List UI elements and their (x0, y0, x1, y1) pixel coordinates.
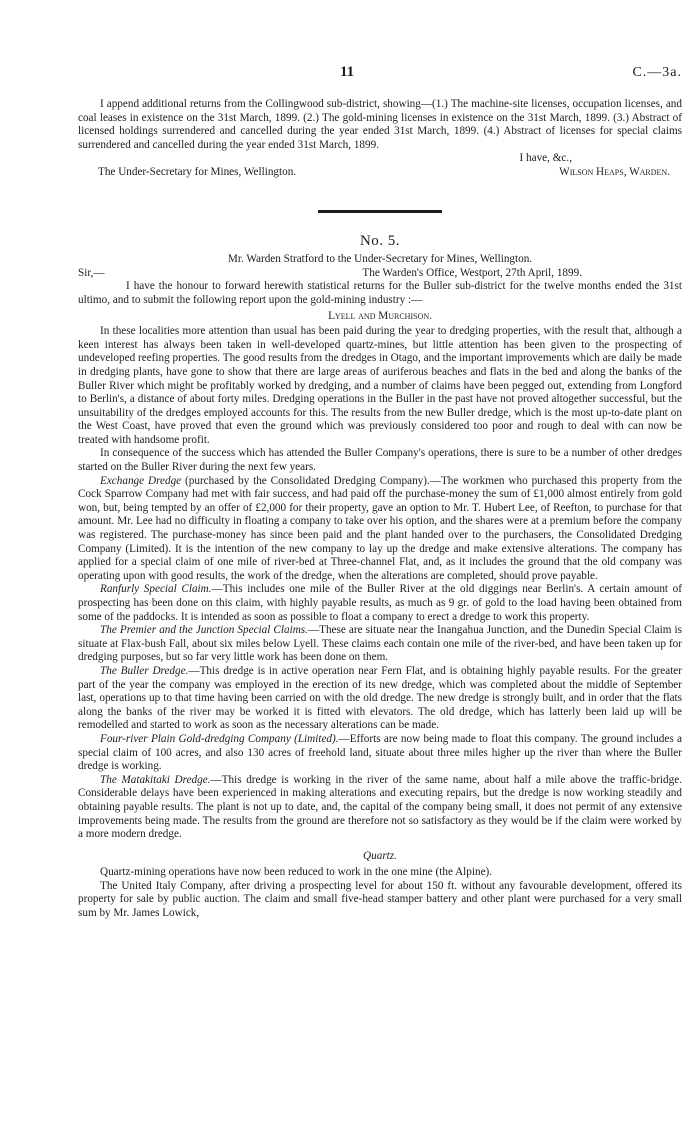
paragraph-quartz-operations: Quartz-mining operations have now been reduced to work in the one mine (the Alpine). (100, 866, 493, 879)
letter-number: No. 5. (359, 232, 401, 249)
page-number: 11 (340, 64, 355, 80)
paragraph-buller-dredge (78, 665, 682, 733)
paragraph-exchange-dredge (78, 475, 682, 584)
ranfurly-claim-text: —This includes one mile of the Buller River at the old diggings near Berlin's. A certain amount of prospecting has been done on this claim, with highly payable results, as much as 9 gr. of gold to the load having been obtained from some of the paddocks. It is intended as soon as possible to float a company to erect a dredge to work this property. (78, 583, 682, 623)
paragraph-four-river-plain (78, 733, 682, 774)
paragraph-matakitaki-dredge (78, 774, 682, 842)
signature-line (78, 166, 682, 180)
letter-dateline (78, 267, 682, 281)
four-river-plain-text: —Efforts are now being made to float this company. The ground includes a special claim of 100 acres, and also 130 acres of freehold land, situate about three miles higher up the river than where the Buller dredge is working. (78, 732, 682, 773)
buller-dredge-text: —This dredge is in active operation near Fern Flat, and is obtaining highly payable results. For the greater part of the year the company was employed in the erection of its new dredge, which was completed about the middle of September last, operations up to that time having been carried on with the old dredge. The new dredge is strongly built, and in order that the flats along the banks of the river may be worked it is fitted with elevators. The old dredge, which has latterly been laid up will be remodelled and started to work as soon as the necessary alterations can be made. (78, 664, 682, 732)
paragraph-dredging-overview: In these localities more attention than usual has been paid during the year to dredging properties, with the result that, although a keen interest has always been taken in well-developed quartz-mines, but little attention has been given to the prospecting of undeveloped reefing properties. The good results from the dredges in Otago, and the important improvements which are daily be made in dredging plants, have gone to show that there are large areas of auriferous beaches and flats in the bed and along the banks of the Buller River which might be profitably worked by dredging, and a number of claims have been pegged out, extending from Longford to Berlin's, a distance of about forty miles. Dredging operations in the Buller in the past have not proved altogether successful, but the unsuitability of the dredges employed accounts for this. The results from the new Buller dredge, which is the most up-to-date plant on the West Coast, have proved that even the ground which was previously considered too poor and rough to deal with can now be treated with handsome profit. (78, 325, 682, 446)
addressee: The Under-Secretary for Mines, Wellington. (98, 165, 297, 178)
page-header (0, 66, 700, 82)
signer: Wilson Heaps, Warden. (559, 165, 670, 178)
premier-junction-text: —These are situate near the Inangahua Junction, and the Dunedin Special Claim is situate at Flax-bush Fall, about six miles below Lyell. These claims each contain one mile of the river-bed, and have been taken up for dredging purposes, but so far very little work has been done on them. (78, 624, 682, 664)
exchange-dredge-title: Exchange Dredge (100, 474, 182, 487)
buller-dredge-title: The Buller Dredge. (100, 664, 189, 677)
paragraph-united-italy: The United Italy Company, after driving a prospecting level for about 150 ft. without any favourable development, offered its property for sale by public auction. The claim and small five-head stamper battery and other plant were purchased for a very small sum by Mr. James Lowick, (78, 879, 682, 920)
premier-junction-title: The Premier and the Junction Special Claims. (100, 624, 308, 637)
section-heading-lyell: Lyell and Murchison. (328, 309, 432, 322)
document-body (78, 98, 682, 921)
matakitaki-dredge-title: The Matakitaki Dredge. (100, 773, 211, 786)
letter-heading: Mr. Warden Stratford to the Under-Secretary for Mines, Wellington. (227, 253, 533, 266)
section-heading-quartz (78, 850, 682, 864)
paragraph-premier-junction (78, 624, 682, 665)
salutation: Sir,— (78, 266, 105, 279)
paragraph-ranfurly-claim (78, 583, 682, 624)
paragraph-buller-success: In consequence of the success which has attended the Buller Company's operations, there is sure to be a number of other dredges started on the Buller River during the next few years. (78, 447, 682, 474)
section-divider (318, 210, 442, 213)
ranfurly-claim-title: Ranfurly Special Claim. (100, 583, 212, 596)
closing-formula: I have, &c., (519, 152, 572, 165)
four-river-plain-title: Four-river Plain Gold-dredging Company (Limited). (100, 732, 339, 745)
date-place: The Warden's Office, Westport, 27th April, 1899. (362, 266, 582, 279)
opening-paragraph: I have the honour to forward herewith statistical returns for the Buller sub-district for the twelve months ended the 31st ultimo, and to submit the following report upon the gold-mining industry :— (78, 280, 682, 306)
matakitaki-dredge-text: —This dredge is working in the river of the same name, about half a mile above the traffic-bridge. Considerable delays have been experienced in making alterations and executing repairs, but the dredge is now working steadily and obtaining payable results. The plant is not up to date, and, the capital of the company being small, it does not permit of any extensive improvements being made. The results from the ground are therefore not so satisfactory as they would be if the claim were worked by a more modern dredge. (78, 773, 682, 841)
intro-paragraph: I append additional returns from the Collingwood sub-district, showing—(1.) The machine-site licenses, occupation licenses, and coal leases in existence on the 31st March, 1899. (2.) The gold-mining licenses in existence on the 31st March, 1899. (3.) Abstract of licensed holdings surrendered and cancelled during the year ended 31st March, 1899. (4.) Abstract of licenses for special claims surrendered and cancelled during the year ended 31st March, 1899. (78, 98, 682, 151)
exchange-dredge-text: (purchased by the Consolidated Dredging Company).—The workmen who purchased this property from the Cock Sparrow Company had met with fair success, and had paid off the purchase-money the sum of £1,000 almost entirely from gold won, but, being tempted by an offer of £2,000 for their property, gave an option to Mr. T. Hubert Lee, of Reefton, to purchase for that amount. Mr. Lee had no difficulty in floating a company to take over his option, and the shares were at a premium before the company was registered. The purchase-money has since been paid and the plant handed over to the purchasers, the Consolidated Dredging Company (Limited). It is the intention of the new company to lay up the dredge and make extensive alterations. The company has applied for a special claim of one mile of river-bed at Three-channel Flat, and, as it includes the ground that the old company was operating upon with good results, the work of the dredge, when the alterations are completed, should prove payable. (78, 474, 682, 582)
quartz-heading-text: Quartz. (363, 849, 397, 862)
document-code: C.—3a. (632, 65, 682, 80)
